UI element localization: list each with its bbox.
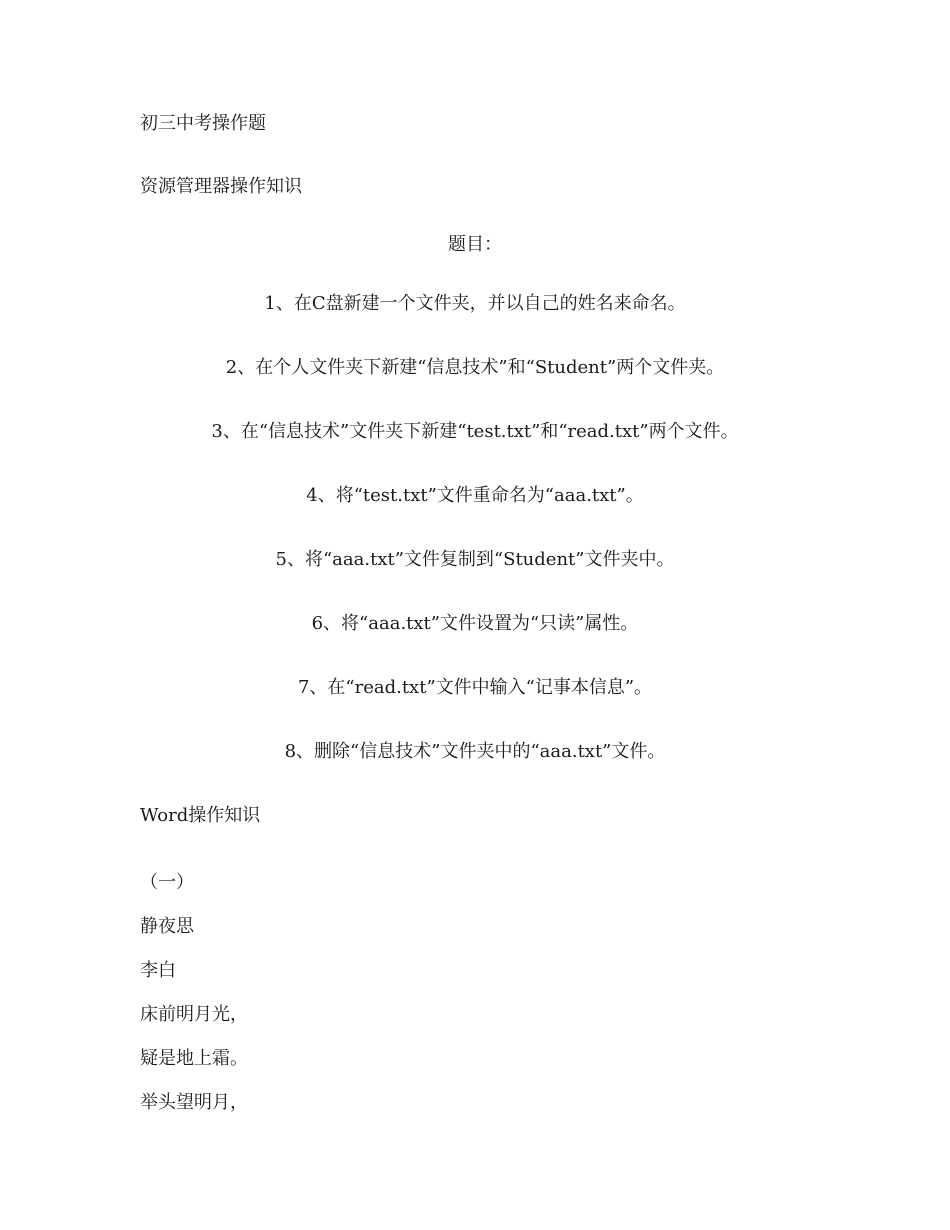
poem-title: 静夜思 [140, 916, 194, 937]
question-item: 6、将“aaa.txt”文件设置为“只读”属性。 [311, 613, 639, 634]
poem-line: 疑是地上霜。 [140, 1048, 248, 1069]
question-item: 2、在个人文件夹下新建“信息技术”和“Student”两个文件夹。 [225, 357, 725, 378]
question-item: 4、将“test.txt”文件重命名为“aaa.txt”。 [306, 485, 644, 506]
section-heading-word: Word操作知识 [140, 805, 261, 826]
question-item: 3、在“信息技术”文件夹下新建“test.txt”和“read.txt”两个文件。 [211, 421, 739, 442]
question-item: 1、在C盘新建一个文件夹，并以自己的姓名来命名。 [264, 293, 686, 314]
question-item: 7、在“read.txt”文件中输入“记事本信息”。 [297, 677, 653, 698]
question-item: 5、将“aaa.txt”文件复制到“Student”文件夹中。 [275, 549, 675, 570]
poem-author: 李白 [140, 960, 176, 981]
section-heading-explorer: 资源管理器操作知识 [140, 176, 302, 197]
questions-heading: 题目： [448, 234, 502, 255]
poem-line: 床前明月光， [140, 1004, 248, 1025]
subsection-label: （一） [140, 872, 194, 893]
document-title: 初三中考操作题 [140, 113, 266, 134]
poem-line: 举头望明月， [140, 1092, 248, 1113]
question-item: 8、删除“信息技术”文件夹中的“aaa.txt”文件。 [284, 741, 666, 762]
